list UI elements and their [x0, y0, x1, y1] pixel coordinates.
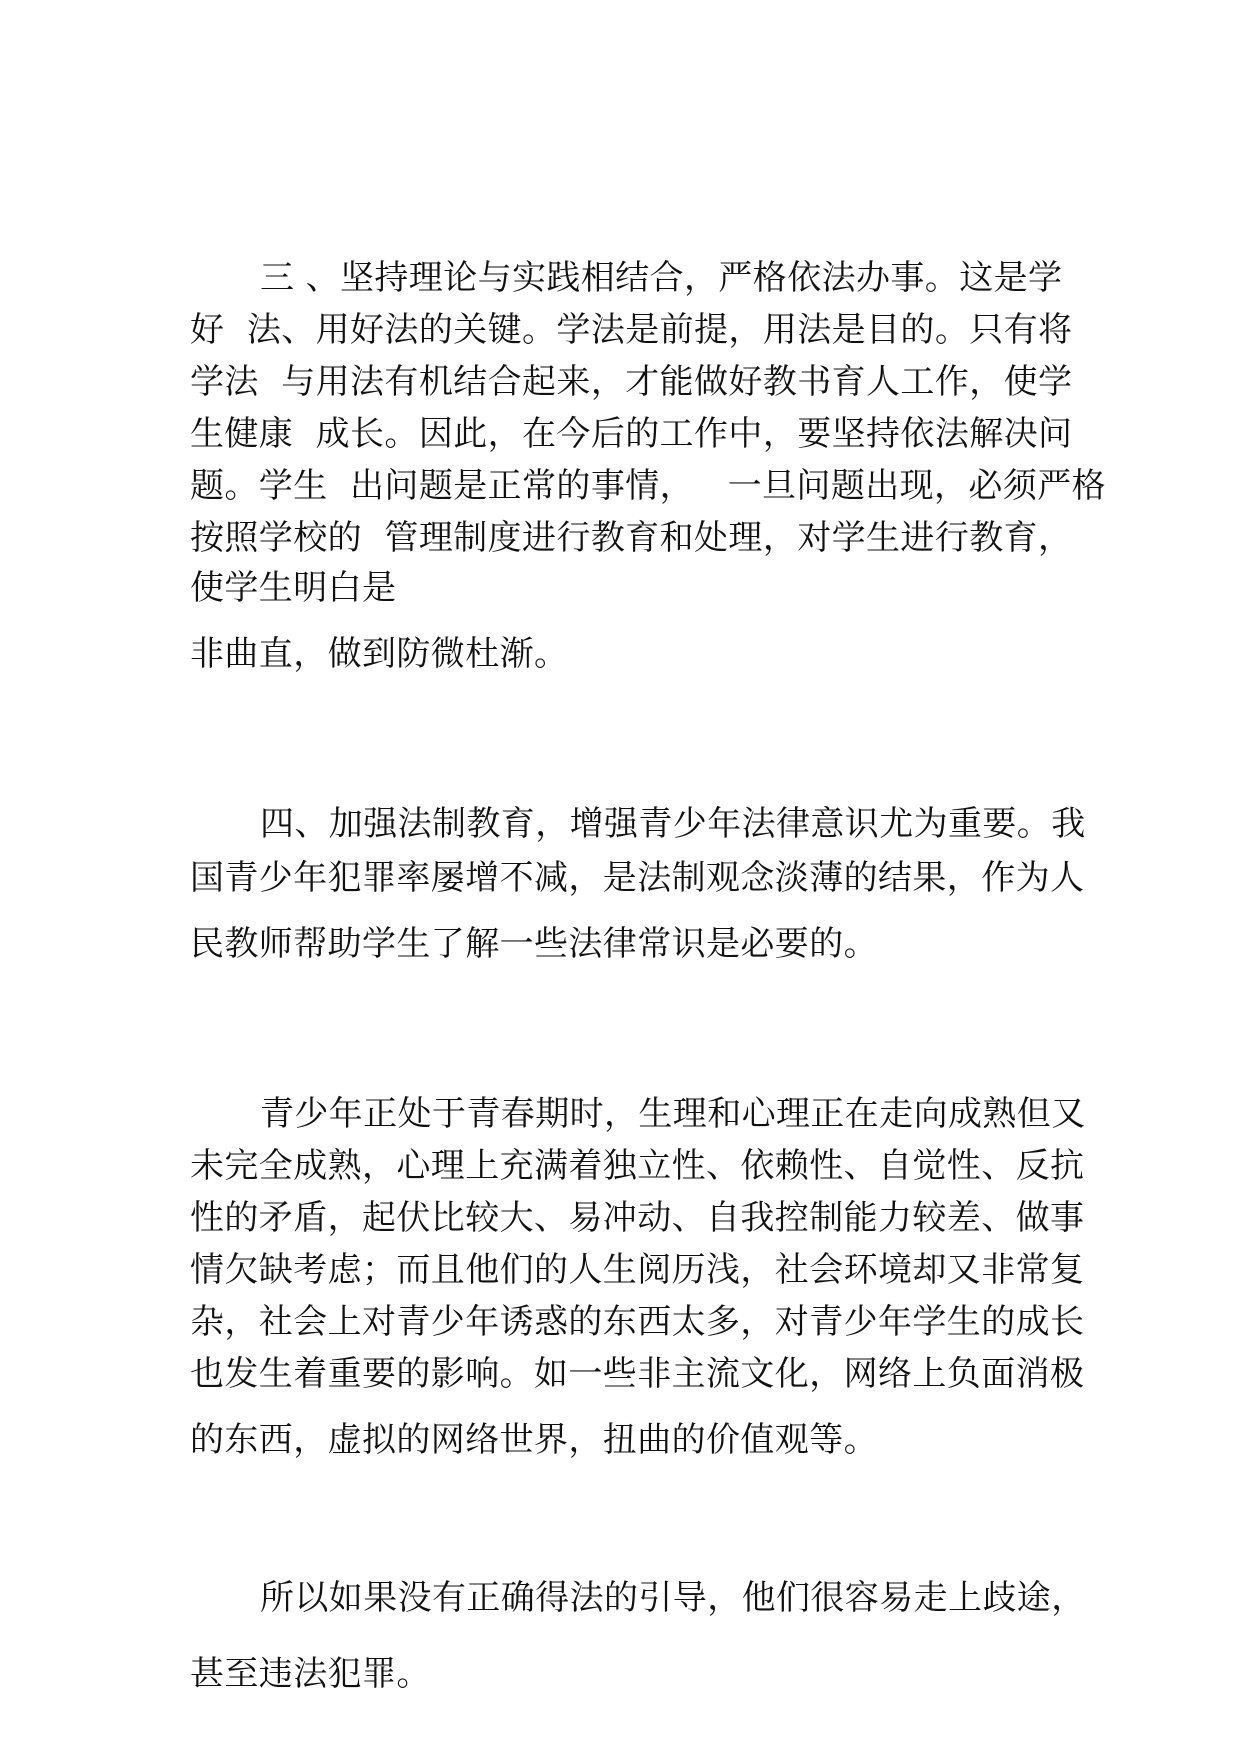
- paragraph-4-line-2: 甚至违法犯罪。: [190, 1654, 431, 1694]
- paragraph-3-line-4: 情欠缺考虑；而且他们的人生阅历浅，社会环境却又非常复: [190, 1250, 1085, 1290]
- paragraph-1-line-8: 非曲直，做到防微杜渐。: [190, 634, 569, 674]
- paragraph-3-line-7: 的东西，虚拟的网络世界，扭曲的价值观等。: [190, 1420, 878, 1460]
- paragraph-2-line-1: 四、加强法制教育，增强青少年法律意识尤为重要。我: [260, 804, 1086, 844]
- paragraph-1-line-2: 好 法、用好法的关键。学法是前提，用法是目的。只有将: [190, 310, 1073, 350]
- paragraph-2-line-3: 民教师帮助学生了解一些法律常识是必要的。: [190, 924, 878, 964]
- paragraph-1-line-4: 生健康 成长。因此，在今后的工作中，要坚持依法解决问: [190, 414, 1073, 454]
- paragraph-1-line-5: 题。学生 出问题是正常的事情， 一旦问题出现，必须严格: [190, 466, 1107, 506]
- paragraph-3-line-1: 青少年正处于青春期时，生理和心理正在走向成熟但又: [260, 1094, 1086, 1134]
- paragraph-3-line-6: 也发生着重要的影响。如一些非主流文化，网络上负面消极: [190, 1354, 1085, 1394]
- paragraph-3-line-5: 杂，社会上对青少年诱惑的东西太多，对青少年学生的成长: [190, 1302, 1085, 1342]
- paragraph-3-line-2: 未完全成熟，心理上充满着独立性、依赖性、自觉性、反抗: [190, 1146, 1085, 1186]
- paragraph-4-line-1: 所以如果没有正确得法的引导，他们很容易走上歧途，: [260, 1578, 1086, 1618]
- paragraph-1-line-1: 三 、坚持理论与实践相结合，严格依法办事。这是学: [260, 258, 1063, 298]
- paragraph-1-line-7: 使学生明白是: [190, 568, 397, 608]
- paragraph-1-line-6: 按照学校的 管理制度进行教育和处理，对学生进行教育，: [190, 518, 1073, 558]
- paragraph-2-line-2: 国青少年犯罪率屡增不减，是法制观念淡薄的结果，作为人: [190, 858, 1085, 898]
- paragraph-1-line-3: 学法 与用法有机结合起来，才能做好教书育人工作，使学: [190, 362, 1073, 402]
- paragraph-3-line-3: 性的矛盾，起伏比较大、易冲动、自我控制能力较差、做事: [190, 1198, 1085, 1238]
